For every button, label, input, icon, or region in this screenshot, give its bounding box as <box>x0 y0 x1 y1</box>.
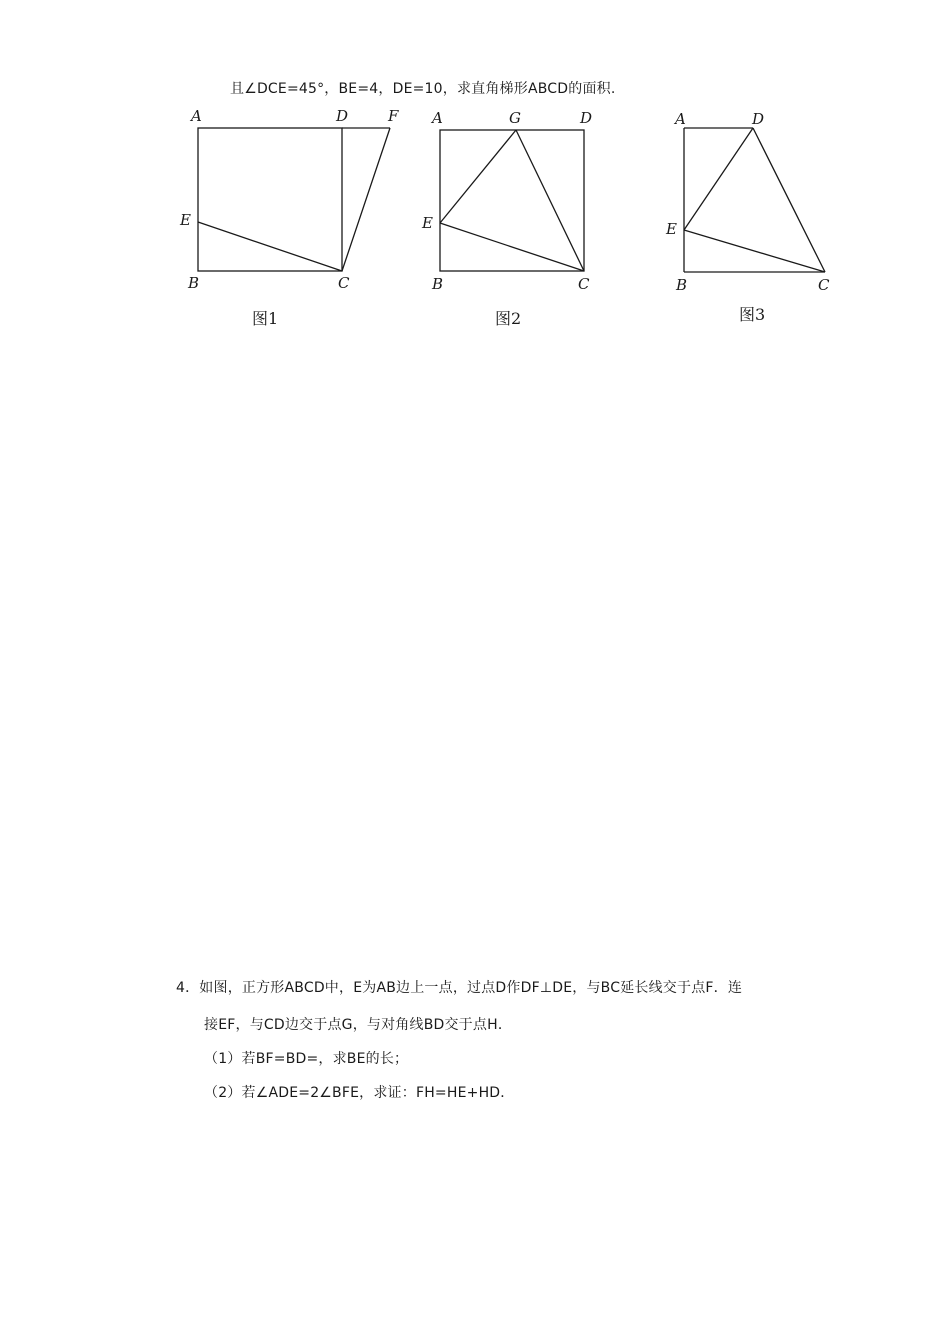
label-b: B <box>676 276 688 294</box>
problem3-condition-text: 且∠DCE=45°，BE=4，DE=10，求直角梯形ABCD的面积. <box>230 81 616 97</box>
figure-3-caption: 图3 <box>739 305 766 324</box>
problem4-part2: （2）若∠ADE=2∠BFE，求证：FH=HE+HD． <box>204 1085 515 1101</box>
figure-1-lines <box>198 128 390 271</box>
label-d: D <box>752 110 765 128</box>
label-d: D <box>336 107 349 125</box>
label-c: C <box>338 274 350 292</box>
label-b: B <box>188 274 200 292</box>
label-b: B <box>432 275 444 293</box>
segment-dc <box>753 128 825 272</box>
label-a: A <box>432 109 443 127</box>
label-e: E <box>666 220 677 238</box>
problem4-statement-line1: 4．如图，正方形ABCD中，E为AB边上一点，过点D作DF⊥DE，与BC延长线交于点F．连 <box>176 980 743 996</box>
segment-ec <box>684 230 825 272</box>
label-d: D <box>580 109 593 127</box>
figure-2 <box>410 100 620 340</box>
label-e: E <box>180 211 191 229</box>
figure-2-caption: 图2 <box>495 309 522 328</box>
segment-ec <box>198 222 342 271</box>
figure-3 <box>655 100 845 340</box>
label-a: A <box>675 110 686 128</box>
label-c: C <box>578 275 590 293</box>
segment-eg <box>440 130 516 223</box>
segment-ed <box>684 128 753 230</box>
label-g: G <box>509 109 521 127</box>
square-abcd <box>198 128 342 271</box>
problem4-part1: （1）若BF=BD=，求BE的长； <box>204 1051 409 1067</box>
figure-1-caption: 图1 <box>252 309 279 328</box>
segment-fc <box>342 128 390 271</box>
figure-1 <box>170 100 410 340</box>
square-abcd <box>440 130 584 271</box>
segment-gc <box>516 130 584 271</box>
label-e: E <box>422 214 433 232</box>
figure-2-lines <box>440 130 584 271</box>
label-c: C <box>818 276 830 294</box>
problem4-statement-line2: 接EF，与CD边交于点G，与对角线BD交于点H． <box>204 1017 513 1033</box>
segment-ec <box>440 223 584 271</box>
label-f: F <box>388 107 399 125</box>
figure-3-lines <box>684 128 825 272</box>
label-a: A <box>191 107 202 125</box>
